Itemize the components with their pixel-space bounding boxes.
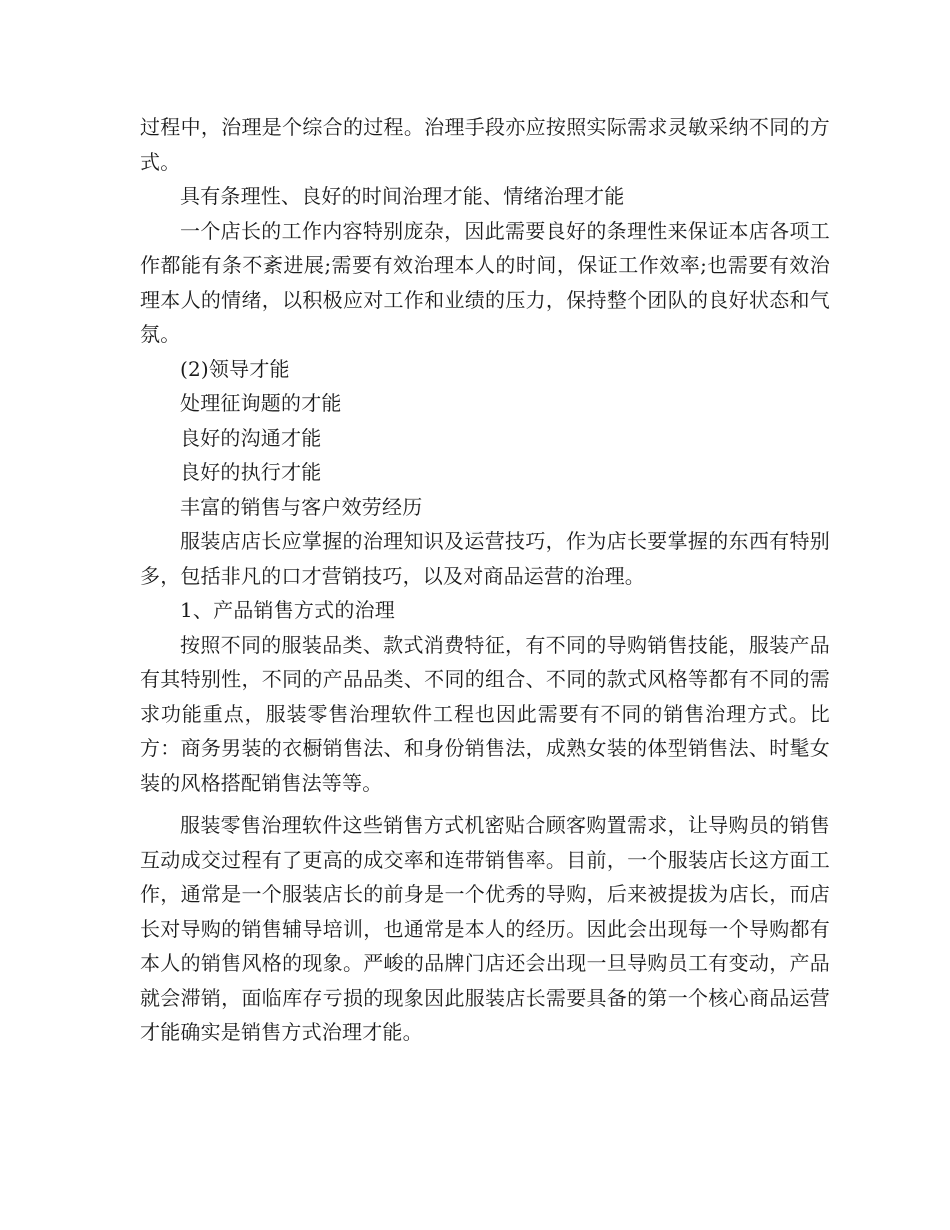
- paragraph-9: 服装店店长应掌握的治理知识及运营技巧，作为店长要掌握的东西有特别多，包括非凡的口才营销技巧，以及对商品运营的治理。: [140, 529, 830, 588]
- paragraph-6: 良好的沟通才能: [180, 425, 322, 450]
- paragraph-2: 具有条理性、良好的时间治理才能、情绪治理才能: [180, 184, 625, 208]
- paragraph-1: 过程中，治理是个综合的过程。治理手段亦应按照实际需求灵敏采纳不同的方式。: [140, 115, 830, 174]
- paragraph-10: 1、产品销售方式的治理: [180, 598, 395, 622]
- paragraph-12: 服装零售治理软件这些销售方式机密贴合顾客购置需求，让导购员的销售互动成交过程有了更高的成交率和连带销售率。目前，一个服装店长这方面工作，通常是一个服装店长的前身是一个优秀的导购，后来被提拔为店长，而店长对导购的销售辅导培训，也通常是本人的经历。因此会出现每一个导购都有本人的销售风格的现象。严峻的品牌门店还会出现一旦导购员工有变动，产品就会滞销，面临库存亏损的现象因此服装店长需要具备的第一个核心商品运营才能确实是销售方式治理才能。: [140, 813, 830, 1044]
- paragraph-11: 按照不同的服装品类、款式消费特征，有不同的导购销售技能，服装产品有其特别性，不同的产品品类、不同的组合、不同的款式风格等都有不同的需求功能重点，服装零售治理软件工程也因此需要有不同的销售治理方式。比方：商务男装的衣橱销售法、和身份销售法，成熟女装的体型销售法、时髦女装的风格搭配销售法等等。: [140, 632, 830, 795]
- paragraph-4: (2)领导才能: [180, 356, 290, 381]
- document-body: [140, 110, 830, 1050]
- paragraph-5: 处理征询题的才能: [180, 391, 342, 415]
- paragraph-8: 丰富的销售与客户效劳经历: [180, 494, 423, 519]
- paragraph-7: 良好的执行才能: [180, 460, 322, 484]
- paragraph-3: 一个店长的工作内容特别庞杂，因此需要良好的条理性来保证本店各项工作都能有条不紊进展;需要有效治理本人的时间，保证工作效率;也需要有效治理本人的情绪，以积极应对工作和业绩的压力，保持整个团队的良好状态和气氛。: [140, 218, 830, 346]
